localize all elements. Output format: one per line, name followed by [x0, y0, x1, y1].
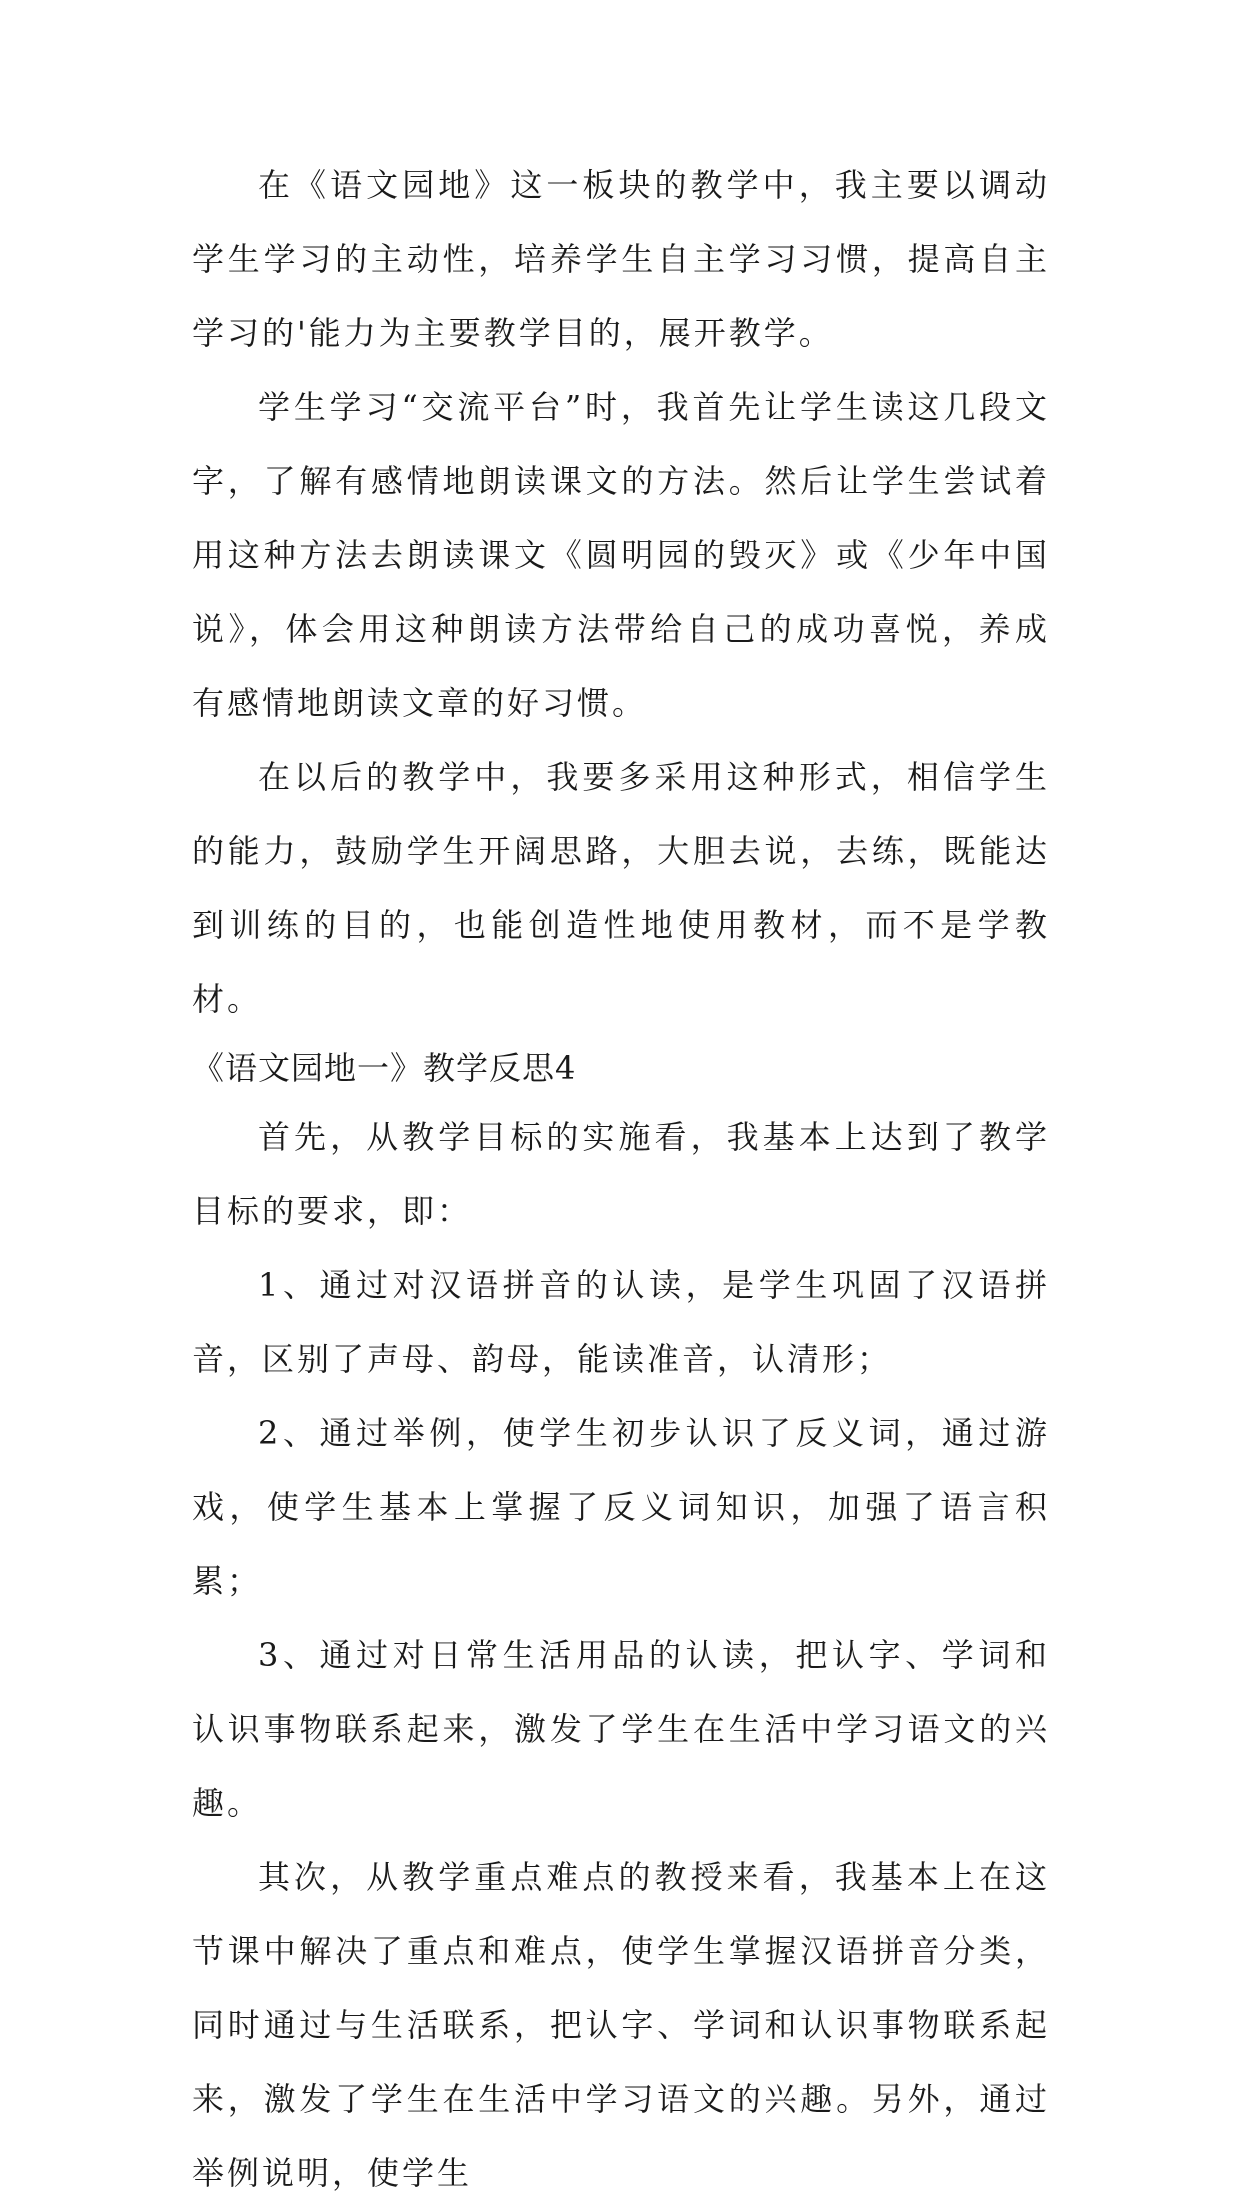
list-item-1: 1、通过对汉语拼音的认读，是学生巩固了汉语拼音，区别了声母、韵母，能读准音，认清形； [192, 1266, 1050, 1378]
paragraph-yuwen-yuandi-intro: 在《语文园地》这一板块的教学中，我主要以调动学生学习的主动性，培养学生自主学习习惯，提高自主学习的'能力为主要教学目的，展开教学。 [192, 166, 1050, 352]
document-body [192, 148, 1050, 2210]
paragraph-jiaoliu-pingtai: 学生学习“交流平台”时，我首先让学生读这几段文字，了解有感情地朗读课文的方法。然后让学生尝试着用这种方法去朗读课文《圆明园的毁灭》或《少年中国说》，体会用这种朗读方法带给自己的成功喜悦，养成有感情地朗读文章的好习惯。 [192, 388, 1050, 722]
section-heading: 《语文园地一》教学反思4 [192, 1049, 577, 1087]
paragraph-future-teaching: 在以后的教学中，我要多采用这种形式，相信学生的能力，鼓励学生开阔思路，大胆去说，去练，既能达到训练的目的，也能创造性地使用教材，而不是学教材。 [192, 758, 1050, 1018]
paragraph-teaching-goals: 首先，从教学目标的实施看，我基本上达到了教学目标的要求，即： [192, 1118, 1050, 1230]
paragraph-key-difficulties: 其次，从教学重点难点的教授来看，我基本上在这节课中解决了重点和难点，使学生掌握汉语拼音分类，同时通过与生活联系，把认字、学词和认识事物联系起来，激发了学生在生活中学习语文的兴趣。另外，通过举例说明，使学生 [192, 1858, 1050, 2192]
list-item-2: 2、通过举例，使学生初步认识了反义词，通过游戏，使学生基本上掌握了反义词知识，加强了语言积累； [192, 1414, 1050, 1600]
list-item-3: 3、通过对日常生活用品的认读，把认字、学词和认识事物联系起来，激发了学生在生活中学习语文的兴趣。 [192, 1636, 1050, 1822]
